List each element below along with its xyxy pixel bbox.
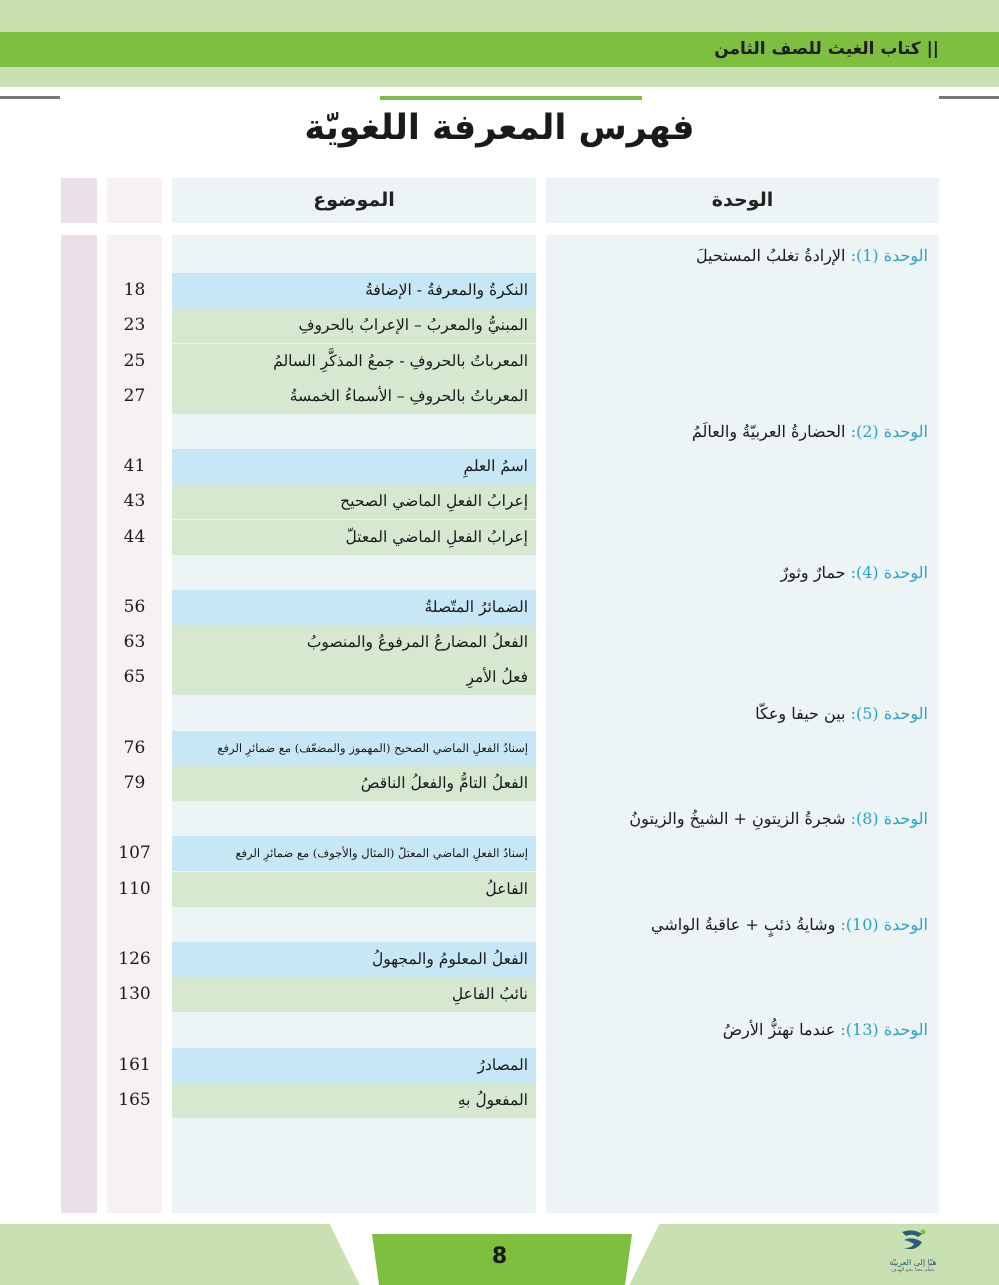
topic-cell: فعلُ الأمرِ bbox=[172, 660, 536, 695]
divider-left bbox=[0, 96, 60, 99]
page-number-cell: 130 bbox=[118, 984, 151, 1004]
divider-center bbox=[380, 96, 642, 100]
unit-heading bbox=[548, 1012, 928, 1047]
column-header-unit: الوحدة bbox=[546, 178, 939, 223]
unit-number: الوحدة (4): bbox=[850, 563, 928, 582]
logo-tagline: نتعلّم معنا نحو الهدف bbox=[891, 1267, 935, 1273]
page-number: 8 bbox=[491, 1244, 508, 1269]
topic-cell: الفعلُ التامُّ والفعلُ الناقصُ bbox=[172, 766, 536, 801]
header-strip-cell bbox=[61, 178, 97, 223]
publisher-logo bbox=[878, 1228, 948, 1276]
unit-number: الوحدة (1): bbox=[850, 246, 928, 265]
side-strip bbox=[61, 235, 97, 1213]
page-number-cell: 41 bbox=[123, 456, 146, 476]
page-number-cell: 18 bbox=[123, 280, 146, 300]
page-number-cell: 63 bbox=[123, 632, 146, 652]
topic-cell: إعرابُ الفعلِ الماضي الصحيح bbox=[172, 484, 536, 519]
unit-heading bbox=[548, 907, 928, 942]
topic-cell: الضمائرُ المتّصلةُ bbox=[172, 590, 536, 625]
page-number-cell: 79 bbox=[123, 773, 146, 793]
page-number-cell: 107 bbox=[118, 843, 151, 863]
page-number-cell: 44 bbox=[123, 527, 146, 547]
unit-heading bbox=[548, 414, 928, 449]
header-page-cell bbox=[107, 178, 162, 223]
page-number-cell: 23 bbox=[123, 315, 146, 335]
page-number-cell: 110 bbox=[118, 879, 151, 899]
unit-heading bbox=[548, 801, 928, 836]
unit-heading bbox=[548, 555, 928, 590]
topic-cell: الفعلُ المعلومُ والمجهولُ bbox=[172, 942, 536, 977]
page-number-cell: 161 bbox=[118, 1055, 151, 1075]
topic-cell: الفاعلُ bbox=[172, 872, 536, 907]
unit-title: الإرادةُ تغلبُ المستحيلَ bbox=[695, 246, 846, 265]
unit-number: الوحدة (10): bbox=[840, 915, 928, 934]
logo-icon bbox=[896, 1228, 930, 1254]
topic-cell: المعرباتُ بالحروفِ - جمعُ المذكَّرِ السالمُ bbox=[172, 344, 536, 379]
page-title: فهرس المعرفة اللغويّة bbox=[304, 108, 695, 148]
topic-cell: نائبُ الفاعلِ bbox=[172, 977, 536, 1012]
unit-title: حمارٌ وثورٌ bbox=[780, 563, 846, 582]
topic-cell: المبنيُّ والمعربُ – الإعرابُ بالحروفِ bbox=[172, 308, 536, 343]
topic-cell: إسنادُ الفعلِ الماضي الصحيح (المهموز والمضعّف) مع ضمائرِ الرفع bbox=[172, 731, 536, 766]
page-number-cell: 56 bbox=[123, 597, 146, 617]
page-number-cell: 165 bbox=[118, 1090, 151, 1110]
topic-cell: اسمُ العلمِ bbox=[172, 449, 536, 484]
unit-title: عندما تهتزُّ الأرضُ bbox=[722, 1020, 836, 1039]
book-title: || كتاب الغيث للصف الثامن bbox=[714, 39, 939, 59]
unit-title: وشايةُ ذئبٍ + عاقبةُ الواشي bbox=[650, 915, 836, 934]
topic-cell: المفعولُ بهِ bbox=[172, 1083, 536, 1118]
logo-name: هيّا إلى العربيّة bbox=[889, 1258, 937, 1267]
unit-heading bbox=[548, 238, 928, 273]
unit-title: شجرةُ الزيتونِ + الشيخُ والزيتونُ bbox=[629, 809, 846, 828]
topic-cell: المعرباتُ بالحروفِ – الأسماءُ الخمسةُ bbox=[172, 379, 536, 414]
unit-title: الحضارةُ العربيّةُ والعالَمُ bbox=[691, 422, 846, 441]
header-band-top bbox=[0, 0, 999, 32]
unit-heading bbox=[548, 696, 928, 731]
page-number-cell: 25 bbox=[123, 351, 146, 371]
page-number-cell: 126 bbox=[118, 949, 151, 969]
header-band-bottom bbox=[0, 67, 999, 87]
page-number-cell: 43 bbox=[123, 491, 146, 511]
unit-title: بين حيفا وعكّا bbox=[755, 704, 846, 723]
unit-number: الوحدة (2): bbox=[850, 422, 928, 441]
topic-cell: النكرةُ والمعرفةُ - الإضافةُ bbox=[172, 273, 536, 308]
topic-cell: المصادرُ bbox=[172, 1048, 536, 1083]
page-number-cell: 76 bbox=[123, 738, 146, 758]
unit-number: الوحدة (13): bbox=[840, 1020, 928, 1039]
topic-cell: إسنادُ الفعلِ الماضي المعتلّ (المثال والأجوف) مع ضمائرِ الرفع bbox=[172, 836, 536, 871]
unit-number: الوحدة (5): bbox=[850, 704, 928, 723]
topic-cell: الفعلُ المضارعُ المرفوعُ والمنصوبُ bbox=[172, 625, 536, 660]
page-number-cell: 27 bbox=[123, 386, 146, 406]
topic-cell: إعرابُ الفعلِ الماضي المعتلّ bbox=[172, 520, 536, 555]
divider-right bbox=[939, 96, 999, 99]
unit-number: الوحدة (8): bbox=[850, 809, 928, 828]
column-header-topic: الموضوع bbox=[172, 178, 536, 223]
page-number-cell: 65 bbox=[123, 667, 146, 687]
